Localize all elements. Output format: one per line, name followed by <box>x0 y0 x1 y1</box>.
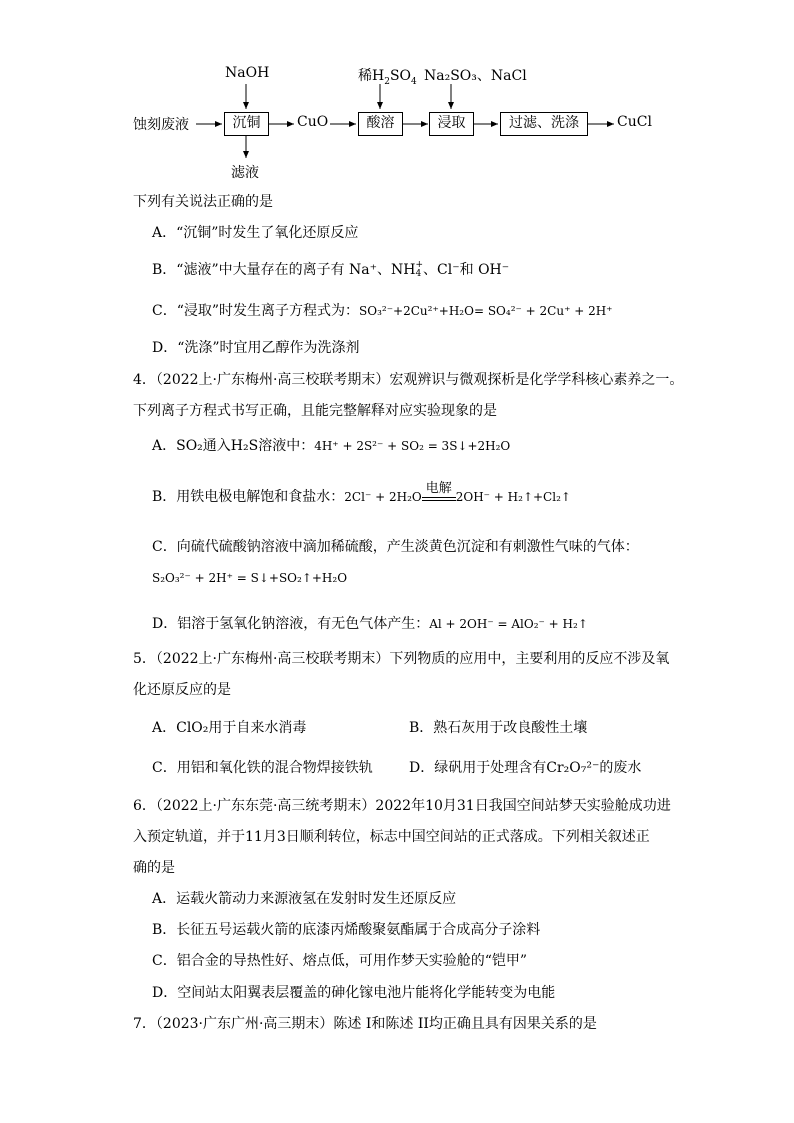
q6-option-a: A．运载火箭动力来源液氢在发射时发生还原反应 <box>152 891 457 907</box>
q6-stem-line3: 确的是 <box>133 860 175 876</box>
q4-option-c-equation: S₂O₃²⁻ + 2H⁺ = S↓+SO₂↑+H₂O <box>152 571 348 585</box>
q3-option-a: A．“沉铜”时发生了氧化还原反应 <box>152 225 359 241</box>
q6-stem-line1: 6．（2022上·广东东莞·高三统考期末）2022年10月31日我国空间站梦天实验舱成功进 <box>133 798 671 814</box>
q4-option-d: D．铝溶于氢氧化钠溶液，有无色气体产生：Al + 2OH⁻ = AlO₂⁻ + H₂↑ <box>152 616 588 632</box>
q4-electrolysis-condition: 电解 <box>425 481 452 496</box>
q4-option-a: A．SO₂通入H₂S溶液中：4H⁺ + 2S²⁻ + SO₂ = 3S↓+2H₂O <box>152 438 511 454</box>
flow-box-acid-dissolve: 酸溶 <box>358 112 403 136</box>
flow-cuo: CuO <box>297 114 329 130</box>
q6-option-d: D．空间站太阳翼表层覆盖的砷化镓电池片能将化学能转变为电能 <box>152 985 556 1001</box>
q5-option-d: D．绿矾用于处理含有Cr₂O₇²⁻的废水 <box>409 760 642 776</box>
flow-filtrate: 滤液 <box>231 165 259 181</box>
flow-reagent-naoh: NaOH <box>225 65 270 81</box>
q3-option-c: C．“浸取”时发生离子方程式为：SO₃²⁻+2Cu²⁺+H₂O= SO₄²⁻ + 2Cu⁺ + 2H⁺ <box>152 303 613 319</box>
q5-stem-line1: 5．（2022上·广东梅州·高三校联考期末）下列物质的应用中，主要利用的反应不涉及氧 <box>133 651 670 667</box>
q4-option-b: B．用铁电极电解饱和食盐水：2Cl⁻ + 2H₂O 电解 2OH⁻ + H₂↑+Cl₂↑ <box>152 486 571 506</box>
q5-option-c: C．用铝和氧化铁的混合物焊接铁轨 <box>152 760 373 776</box>
flow-arrows <box>0 0 794 190</box>
q4-option-c-line1: C．向硫代硫酸钠溶液中滴加稀硫酸，产生淡黄色沉淀和有刺激性气味的气体： <box>152 539 639 555</box>
q6-option-b: B．长征五号运载火箭的底漆丙烯酸聚氨酯属于合成高分子涂料 <box>152 922 541 938</box>
flow-box-precipitate-copper: 沉铜 <box>224 112 269 136</box>
flow-reagent-na2so3-nacl: Na₂SO₃、NaCl <box>424 68 527 84</box>
q7-stem-line1: 7．（2023·广东广州·高三期末）陈述 I和陈述 II均正确且具有因果关系的是 <box>133 1016 597 1032</box>
flow-start: 蚀刻废液 <box>133 117 189 133</box>
q6-stem-line2: 入预定轨道，并于11月3日顺利转位，标志中国空间站的正式落成。下列相关叙述正 <box>133 829 650 845</box>
flow-end-cucl: CuCl <box>617 114 652 130</box>
q3-stem: 下列有关说法正确的是 <box>133 194 273 210</box>
q6-option-c: C．铝合金的导热性好、熔点低，可用作梦天实验舱的“铠甲” <box>152 953 528 969</box>
q4-stem-line1: 4．（2022上·广东梅州·高三校联考期末）宏观辨识与微观探析是化学学科核心素养之一。 <box>133 372 684 388</box>
flow-box-leach: 浸取 <box>429 112 474 136</box>
q3-option-b: B．“滤液”中大量存在的离子有 Na⁺、NH + 4 、Cl⁻和 OH⁻ <box>152 260 510 279</box>
flow-box-filter-wash: 过滤、洗涤 <box>500 112 588 136</box>
q5-option-b: B．熟石灰用于改良酸性土壤 <box>409 720 588 736</box>
q4-stem-line2: 下列离子方程式书写正确，且能完整解释对应实验现象的是 <box>133 403 497 419</box>
q3-option-d: D．“洗涤”时宜用乙醇作为洗涤剂 <box>152 340 360 356</box>
q5-option-a: A．ClO₂用于自来水消毒 <box>152 720 307 736</box>
flow-reagent-h2so4: 稀$H_2SO_4$ <box>358 68 417 87</box>
q5-stem-line2: 化还原反应的是 <box>133 682 231 698</box>
